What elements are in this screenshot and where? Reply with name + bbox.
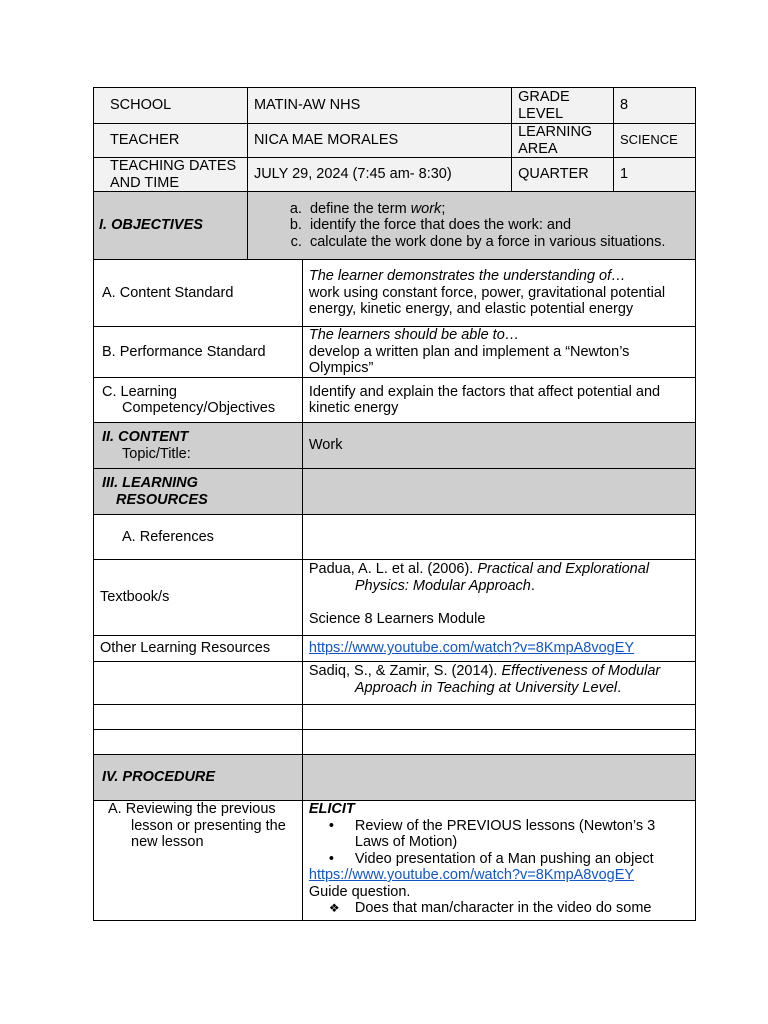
lesson-plan-table (93, 87, 696, 921)
references-label: A. References (94, 515, 303, 560)
content-value: Work (302, 423, 695, 469)
dates-value: JULY 29, 2024 (7:45 am- 8:30) (247, 158, 511, 192)
references-row (94, 515, 696, 560)
performance-standard-row (94, 327, 696, 378)
content-standard-intro: The learner demonstrates the understanding of… (308, 268, 626, 285)
learning-area-value: SCIENCE (614, 124, 696, 158)
procedure-bullet: • Video presentation of a Man pushing an object (328, 850, 654, 867)
textbook-cell (302, 560, 695, 636)
procedure-step-a-row (94, 801, 696, 921)
objective-item: a. define the term work; (289, 200, 446, 217)
school-value: MATIN-AW NHS (247, 88, 511, 124)
procedure-empty (302, 755, 695, 801)
content-title-cell (94, 423, 303, 469)
procedure-video-link[interactable]: https://www.youtube.com/watch?v=8KmpA8vogEY (308, 867, 635, 883)
resources-title-line2: RESOURCES (116, 491, 208, 508)
content-standard-cell (302, 260, 695, 327)
guide-question: ❖ Does that man/character in the video do some (328, 900, 652, 916)
resources-empty (302, 469, 695, 515)
performance-standard-label: B. Performance Standard (94, 327, 303, 378)
content-subtitle: Topic/Title: (122, 445, 191, 462)
performance-standard-cell (302, 327, 695, 378)
teacher-value: NICA MAE MORALES (247, 124, 511, 158)
sadiq-row (94, 662, 696, 705)
performance-standard-text: develop a written plan and implement a “Newton’s Olympics” (308, 343, 630, 377)
competency-row (94, 378, 696, 423)
textbook-module: Science 8 Learners Module (308, 611, 486, 627)
textbook-label: Textbook/s (94, 560, 303, 636)
references-empty (302, 515, 695, 560)
grade-label: GRADE LEVEL (512, 88, 614, 124)
resources-row (94, 469, 696, 515)
content-row (94, 423, 696, 469)
grade-value: 8 (614, 88, 696, 124)
sadiq-empty (94, 662, 303, 705)
procedure-bullet: • Review of the PREVIOUS lessons (Newton’s 3 Laws of Motion) (328, 817, 656, 850)
performance-standard-intro: The learners should be able to… (308, 327, 520, 344)
competency-label (94, 378, 303, 423)
objective-item: c. calculate the work done by a force in various situations. (290, 233, 666, 250)
blank-row (94, 705, 696, 730)
school-label: SCHOOL (94, 88, 248, 124)
step-a-label: A. Reviewing the previous lesson or presenting the new lesson (108, 801, 286, 850)
guide-question-label: Guide question. (308, 883, 411, 900)
competency-label-line2: Competency/Objectives (122, 400, 276, 416)
quarter-value: 1 (614, 158, 696, 192)
blank-row (94, 730, 696, 755)
content-title: II. CONTENT (102, 429, 189, 445)
content-standard-row (94, 260, 696, 327)
other-resources-label: Other Learning Resources (94, 636, 303, 662)
step-a-cell (302, 801, 695, 921)
elicit-heading: ELICIT (308, 801, 355, 817)
dates-label: TEACHING DATES AND TIME (94, 158, 248, 192)
objectives-title: I. OBJECTIVES (94, 192, 248, 260)
procedure-row (94, 755, 696, 801)
teacher-label: TEACHER (94, 124, 248, 158)
learning-area-label: LEARNING AREA (512, 124, 614, 158)
objective-item: b. identify the force that does the work: and (289, 217, 572, 234)
objectives-list (247, 192, 695, 260)
sadiq-cell (302, 662, 695, 705)
resources-title-line1: III. LEARNING (102, 475, 198, 491)
step-a-label-cell (94, 801, 303, 921)
competency-label-line1: C. Learning (102, 383, 177, 400)
other-resources-cell (302, 636, 695, 662)
content-standard-text: work using constant force, power, gravitational potential energy, kinetic energy, and elastic potential energy (308, 284, 666, 318)
other-resources-row (94, 636, 696, 662)
textbook-row (94, 560, 696, 636)
teacher-row (94, 124, 696, 158)
procedure-title: IV. PROCEDURE (94, 755, 303, 801)
school-row (94, 88, 696, 124)
other-resources-link[interactable]: https://www.youtube.com/watch?v=8KmpA8vogEY (308, 640, 635, 657)
sadiq-reference: Sadiq, S., & Zamir, S. (2014). Effectiveness of Modular Approach in Teaching at University Level. (308, 663, 661, 696)
objectives-row (94, 192, 696, 260)
textbook-reference: Padua, A. L. et al. (2006). Practical and Explorational Physics: Modular Approach. (308, 561, 650, 594)
quarter-label: QUARTER (512, 158, 614, 192)
resources-title (94, 469, 303, 515)
dates-row (94, 158, 696, 192)
content-standard-label: A. Content Standard (94, 260, 303, 327)
competency-text: Identify and explain the factors that affect potential and kinetic energy (302, 378, 695, 423)
